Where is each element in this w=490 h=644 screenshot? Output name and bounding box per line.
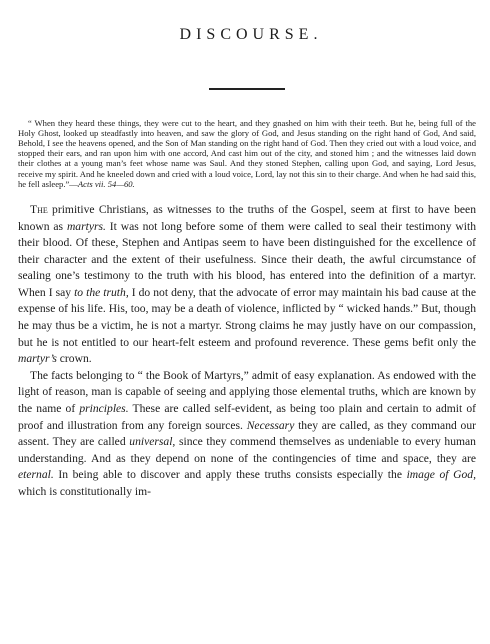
discourse-body bbox=[18, 202, 476, 501]
paragraph2-text-2: These are called self-evident, as being too plain and certain to admit of proof and illustration from any foreign sources. bbox=[18, 402, 477, 432]
paragraph1-text-3: I do not deny, that the advocate of error may maintain his bad cause at the expense of his life. His, too, may be a death of violence, inflicted by “ wicked hands.” But, though he may thus be a victim, he is not a martyr. Strong claims he may justly have on our compassion, but he is not entitled to our heart-felt esteem and profound reverence. These gems befit only the bbox=[18, 285, 476, 349]
paragraph-lead-word: The bbox=[30, 202, 48, 216]
scripture-epigraph bbox=[18, 118, 476, 189]
paragraph-primitive-christians bbox=[18, 202, 476, 368]
page-title: DISCOURSE. bbox=[179, 26, 323, 43]
paragraph2-emphasis-2: Necessary bbox=[246, 418, 295, 432]
epigraph-citation: Acts vii. 54—60. bbox=[77, 178, 135, 189]
paragraph2-text-5: In being able to discover and apply these truths consists especially the bbox=[53, 468, 407, 482]
paragraph2-emphasis-3: universal, bbox=[129, 435, 176, 449]
paragraph1-emphasis-1: martyrs. bbox=[66, 219, 106, 233]
paragraph1-text-4: crown. bbox=[56, 352, 92, 366]
paragraph1-emphasis-3: martyr’s bbox=[18, 352, 57, 366]
paragraph2-text-1: The facts belonging to “ the Book of Martyrs,” admit of easy explanation. As endowed with the light of reason, man is capable of seeing and applying those elemental truths, which are known by the name of bbox=[18, 368, 476, 416]
paragraph2-text-3: they are called, as they command our assent. They are called bbox=[18, 418, 476, 449]
paragraph2-text-4: since they commend themselves as undeniable to every human understanding. And as they depend on none of the contingencies of time and space, they are bbox=[18, 435, 476, 465]
paragraph-book-of-martyrs bbox=[18, 368, 476, 501]
title-rule bbox=[209, 88, 285, 90]
paragraph1-emphasis-2: to the truth, bbox=[74, 285, 129, 299]
paragraph2-emphasis-1: principles. bbox=[79, 402, 129, 416]
paragraph2-text-6: which is constitutionally im- bbox=[18, 485, 151, 499]
paragraph2-emphasis-4: eternal. bbox=[18, 468, 54, 482]
paragraph1-text-1: primitive Christians, as witnesses to the truths of the Gospel, seem at first to have been known as bbox=[18, 202, 476, 233]
paragraph2-emphasis-5: image of God, bbox=[406, 468, 476, 482]
paragraph1-text-2: It was not long before some of them were called to seal their testimony with their blood. Of these, Stephen and Antipas seem to have been distinguished for the excellence of their character and the extent of their usefulness. Since their death, the awful circumstance of sealing one’s testimony to the truth with his blood, has entered into the definition of a martyr. When I say bbox=[18, 219, 476, 299]
epigraph-text: “ When they heard these things, they were cut to the heart, and they gnashed on him with their teeth. But he, being full of the Holy Ghost, looked up steadfastly into heaven, and saw the glory of God, and Jesus standing on the right hand of God, And said, Behold, I see the heavens opened, and the Son of Man standing on the right hand of God. Then they cried out with a loud voice, and stopped their ears, and ran upon him with one accord, And cast him out of the city, and stoned him ; and the witnesses laid down their clothes at a young man’s feet whose name was Saul. And they stoned Stephen, calling upon God, and saying, Lord Jesus, receive my spirit. And he kneeled down and cried with a loud voice, Lord, lay not this sin to their charge. And when he had said this, he fell asleep.”— bbox=[18, 117, 476, 189]
